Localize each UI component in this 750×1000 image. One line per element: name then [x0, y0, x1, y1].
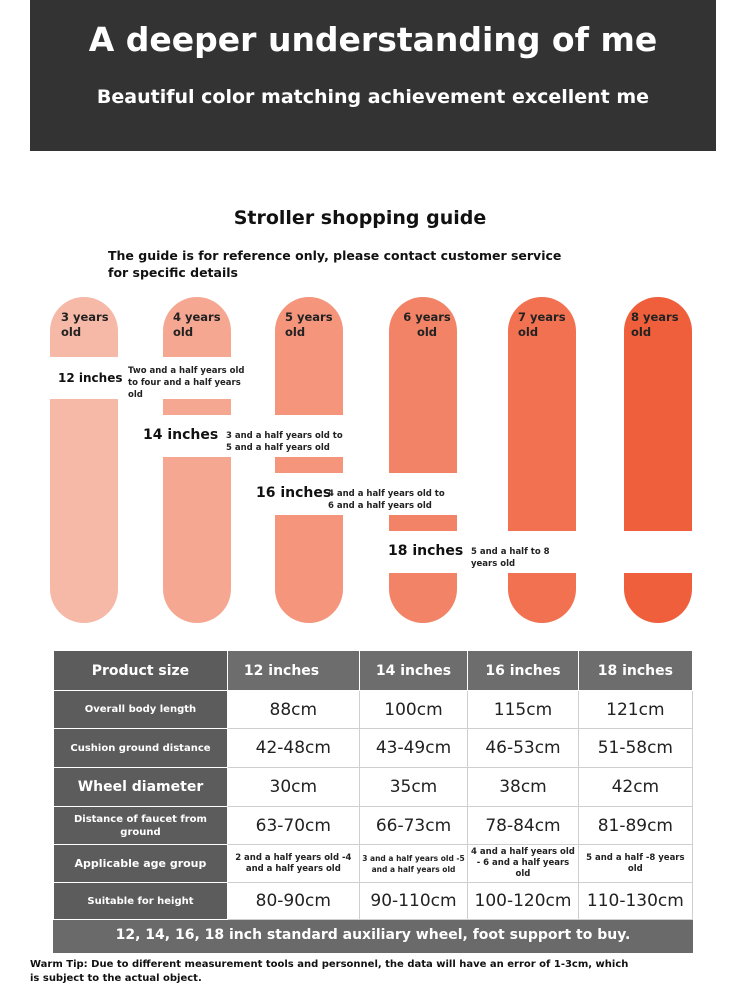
table-cell: 115cm [468, 691, 578, 729]
accessory-note: 12, 14, 16, 18 inch standard auxiliary wheel, foot support to buy. [53, 920, 693, 953]
size-range-14: 3 and a half years old to 5 and a half years old [226, 431, 343, 453]
table-cell: 43-49cm [359, 729, 468, 768]
table-cell: 46-53cm [468, 729, 578, 768]
table-cell: 42-48cm [227, 729, 359, 768]
table-header-cell: Product size [54, 651, 228, 691]
size-range-18: 5 and a half to 8 years old [471, 547, 550, 569]
table-cell: 66-73cm [359, 807, 468, 845]
warm-tip: Warm Tip: Due to different measurement tools and personnel, the data will have an error of 1-3cm, which is subject to the actual object. [30, 959, 629, 984]
table-cell: 110-130cm [578, 883, 692, 920]
table-cell: 88cm [227, 691, 359, 729]
banner-subtitle: Beautiful color matching achievement excellent me [96, 86, 650, 108]
table-row [54, 768, 693, 807]
table-header-cell: 14 inches [359, 651, 468, 691]
table-cell: 2 and a half years old -4 and a half years old [227, 845, 359, 883]
table-cell: 81-89cm [578, 807, 692, 845]
row-label: Wheel diameter [54, 768, 228, 807]
table-cell: 42cm [578, 768, 692, 807]
age-label-3: 3 years old [61, 310, 109, 339]
banner-title: A deeper understanding of me [88, 20, 658, 59]
age-label-7: 7 years old [518, 310, 566, 339]
table-cell: 90-110cm [359, 883, 468, 920]
age-label-4: 4 years old [173, 310, 221, 339]
table-header-cell: 12 inches [227, 651, 359, 691]
spec-table [53, 650, 693, 920]
age-bar-4 [163, 297, 231, 623]
table-cell: 3 and a half years old -5 and a half years old [359, 845, 468, 883]
guide-note: The guide is for reference only, please contact customer service for specific details [108, 248, 562, 280]
table-row [54, 807, 693, 845]
table-cell: 4 and a half years old - 6 and a half years old [468, 845, 578, 883]
size-label-14: 14 inches [143, 427, 219, 443]
table-row [54, 729, 693, 768]
age-bar-5 [275, 297, 343, 623]
table-cell: 80-90cm [227, 883, 359, 920]
table-cell: 35cm [359, 768, 468, 807]
guide-title: Stroller shopping guide [233, 207, 487, 229]
row-label: Overall body length [54, 691, 228, 729]
row-label: Cushion ground distance [54, 729, 228, 768]
table-row [54, 691, 693, 729]
age-bar-3 [50, 297, 118, 623]
row-label: Suitable for height [54, 883, 228, 920]
row-label: Applicable age group [54, 845, 228, 883]
table-row [54, 883, 693, 920]
row-label: Distance of faucet from ground [54, 807, 228, 845]
table-cell: 63-70cm [227, 807, 359, 845]
size-label-18: 18 inches [388, 543, 464, 559]
table-header-cell: 18 inches [578, 651, 692, 691]
age-bar-8 [624, 297, 692, 623]
age-bar-6 [389, 297, 457, 623]
table-header-row [54, 651, 693, 691]
age-label-6: 6 years old [403, 310, 451, 339]
table-cell: 121cm [578, 691, 692, 729]
header-banner [30, 0, 716, 151]
age-label-8: 8 years old [631, 310, 679, 339]
size-label-12: 12 inches [58, 371, 123, 385]
table-cell: 5 and a half -8 years old [578, 845, 692, 883]
table-cell: 100cm [359, 691, 468, 729]
table-cell: 51-58cm [578, 729, 692, 768]
size-range-16: 4 and a half years old to 6 and a half years old [328, 489, 445, 511]
table-row [54, 845, 693, 883]
table-cell: 78-84cm [468, 807, 578, 845]
age-label-5: 5 years old [285, 310, 333, 339]
age-bar-7 [508, 297, 576, 623]
size-range-12: Two and a half years old to four and a half years old [128, 366, 245, 400]
size-label-16: 16 inches [256, 485, 332, 501]
table-cell: 38cm [468, 768, 578, 807]
table-cell: 100-120cm [468, 883, 578, 920]
table-header-cell: 16 inches [468, 651, 578, 691]
table-cell: 30cm [227, 768, 359, 807]
